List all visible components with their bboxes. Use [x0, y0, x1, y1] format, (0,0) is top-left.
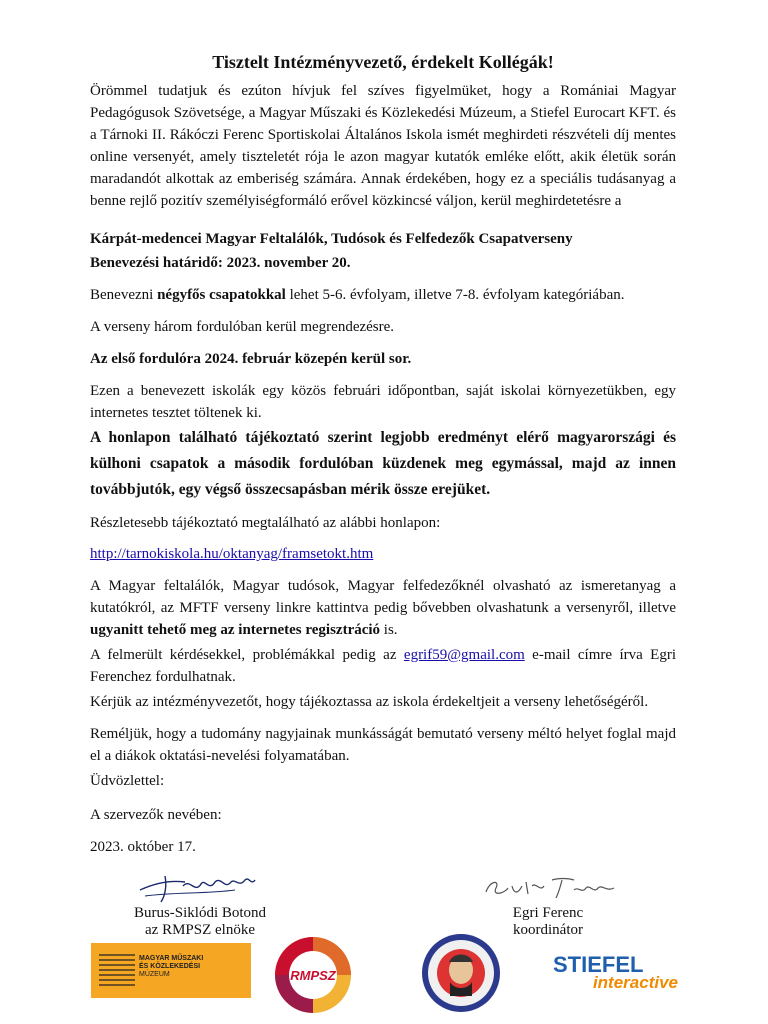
- entry-paragraph: [90, 284, 676, 306]
- signature-left-icon: [135, 868, 265, 908]
- knowledge-pre: A Magyar feltalálók, Magyar tudósok, Magyar felfedezőknél olvasható az ismeretanyag a kutatókról, az MFTF verseny linkre kattintva pedig bővebben olvashatunk a versenyről, illetve: [90, 578, 676, 616]
- knowledge-paragraph: [90, 575, 676, 641]
- organizers: A szervezők nevében:: [90, 807, 222, 823]
- email-link[interactable]: egrif59@gmail.com: [403, 647, 525, 663]
- mmkm-line-2: ÉS KÖZLEKEDÉSI: [139, 963, 201, 970]
- url-line: [90, 543, 676, 565]
- school-emblem-icon: [420, 932, 502, 1014]
- intro-paragraph: Örömmel tudatjuk és ezúton hívjuk fel szíves figyelmüket, hogy a Romániai Magyar Pedagógusok Szövetsége, a Magyar Műszaki és Közlekedési Múzeum, a Stiefel Eurocart KFT. és a Tárnoki II. Rákóczi Ferenc Sportiskolai Általános Iskola ismét meghirdeti részvételi díj mentes online versenyét, amely tiszteletét rója le azon magyar kutatók emléke előtt, akik életük során maradandót alkottak az emberiség számára. Annak érdekében, hogy ez a speciális tudásanyag a benne rejlő pozitív személyiségformáló erővel közkincsé váljon, kerül meghirdetetésre a: [90, 83, 676, 209]
- mmkm-line-3: MÚZEUM: [139, 971, 170, 978]
- knowledge-bold: ugyanitt tehető meg az internetes regisztráció: [90, 622, 381, 638]
- signatory-left-name: Burus-Siklódi Botond: [133, 905, 267, 921]
- stiefel-text: STIEFEL: [553, 952, 644, 977]
- questions-post: e-mail címre írva Egri Ferenchez fordulhatnak.: [90, 647, 676, 685]
- more-info: Részletesebb tájékoztató megtalálható az alábbi honlapon:: [90, 515, 441, 531]
- signatory-right-role: koordinátor: [513, 922, 583, 938]
- signature-right-icon: [478, 872, 623, 906]
- rounds-paragraph: A verseny három fordulóban kerül megrendezésre.: [90, 319, 395, 335]
- stiefel-logo: [553, 952, 678, 992]
- hope-paragraph: Reméljük, hogy a tudomány nagyjainak munkásságát bemutató verseny méltó helyet foglal majd el a diákok oktatási-nevelési folyamatában.: [90, 726, 676, 764]
- questions-pre: A felmerült kérdésekkel, problémákkal pedig az: [90, 647, 404, 663]
- date: 2023. október 17.: [90, 839, 196, 855]
- stiefel-interactive-text: interactive: [592, 973, 678, 992]
- mmkm-text: [139, 955, 203, 979]
- mmkm-stripes-icon: [97, 951, 137, 991]
- advancement-paragraph: A honlapon található tájékoztató szerint legjobb eredményt elérő magyarországi és külhoni csapatok a második fordulóban küzdenek meg egymással, majd az innen továbbjutók, egy végső összecsapásban mérik össze erejüket.: [90, 429, 676, 498]
- questions-paragraph: [90, 644, 676, 688]
- knowledge-post: is.: [380, 622, 398, 638]
- first-round: Az első fordulóra 2024. február közepén kerül sor.: [90, 351, 412, 367]
- entry-bold: négyfős csapatokkal: [157, 287, 286, 303]
- entry-pre: Benevezni: [90, 287, 158, 303]
- letter-title: Tisztelt Intézményvezető, érdekelt Kollégák!: [212, 52, 554, 72]
- signatory-left: [120, 905, 280, 939]
- mmkm-logo: [91, 943, 251, 998]
- signatory-left-role: az RMPSZ elnöke: [145, 922, 255, 938]
- request-paragraph: Kérjük az intézményvezetőt, hogy tájékoztassa az iskola érdekeltjeit a verseny lehetőségéről.: [90, 694, 649, 710]
- competition-name: Kárpát-medencei Magyar Feltalálók, Tudósok és Felfedezők Csapatverseny: [90, 231, 573, 247]
- greeting: Üdvözlettel:: [90, 773, 165, 789]
- first-round-desc: Ezen a benevezett iskolák egy közös februári időpontban, saját iskolai környezetükben, egy internetes tesztet töltenek ki.: [90, 383, 676, 421]
- entry-post: lehet 5-6. évfolyam, illetve 7-8. évfolyam kategóriában.: [285, 287, 625, 303]
- rmpsz-logo: [273, 935, 353, 1015]
- mmkm-line-1: MAGYAR MŰSZAKI: [139, 955, 204, 962]
- signatory-right-name: Egri Ferenc: [512, 905, 584, 921]
- deadline: Benevezési határidő: 2023. november 20.: [90, 255, 351, 271]
- website-link[interactable]: http://tarnokiskola.hu/oktanyag/framsetokt.htm: [90, 546, 374, 562]
- rmpsz-text: RMPSZ: [290, 968, 336, 983]
